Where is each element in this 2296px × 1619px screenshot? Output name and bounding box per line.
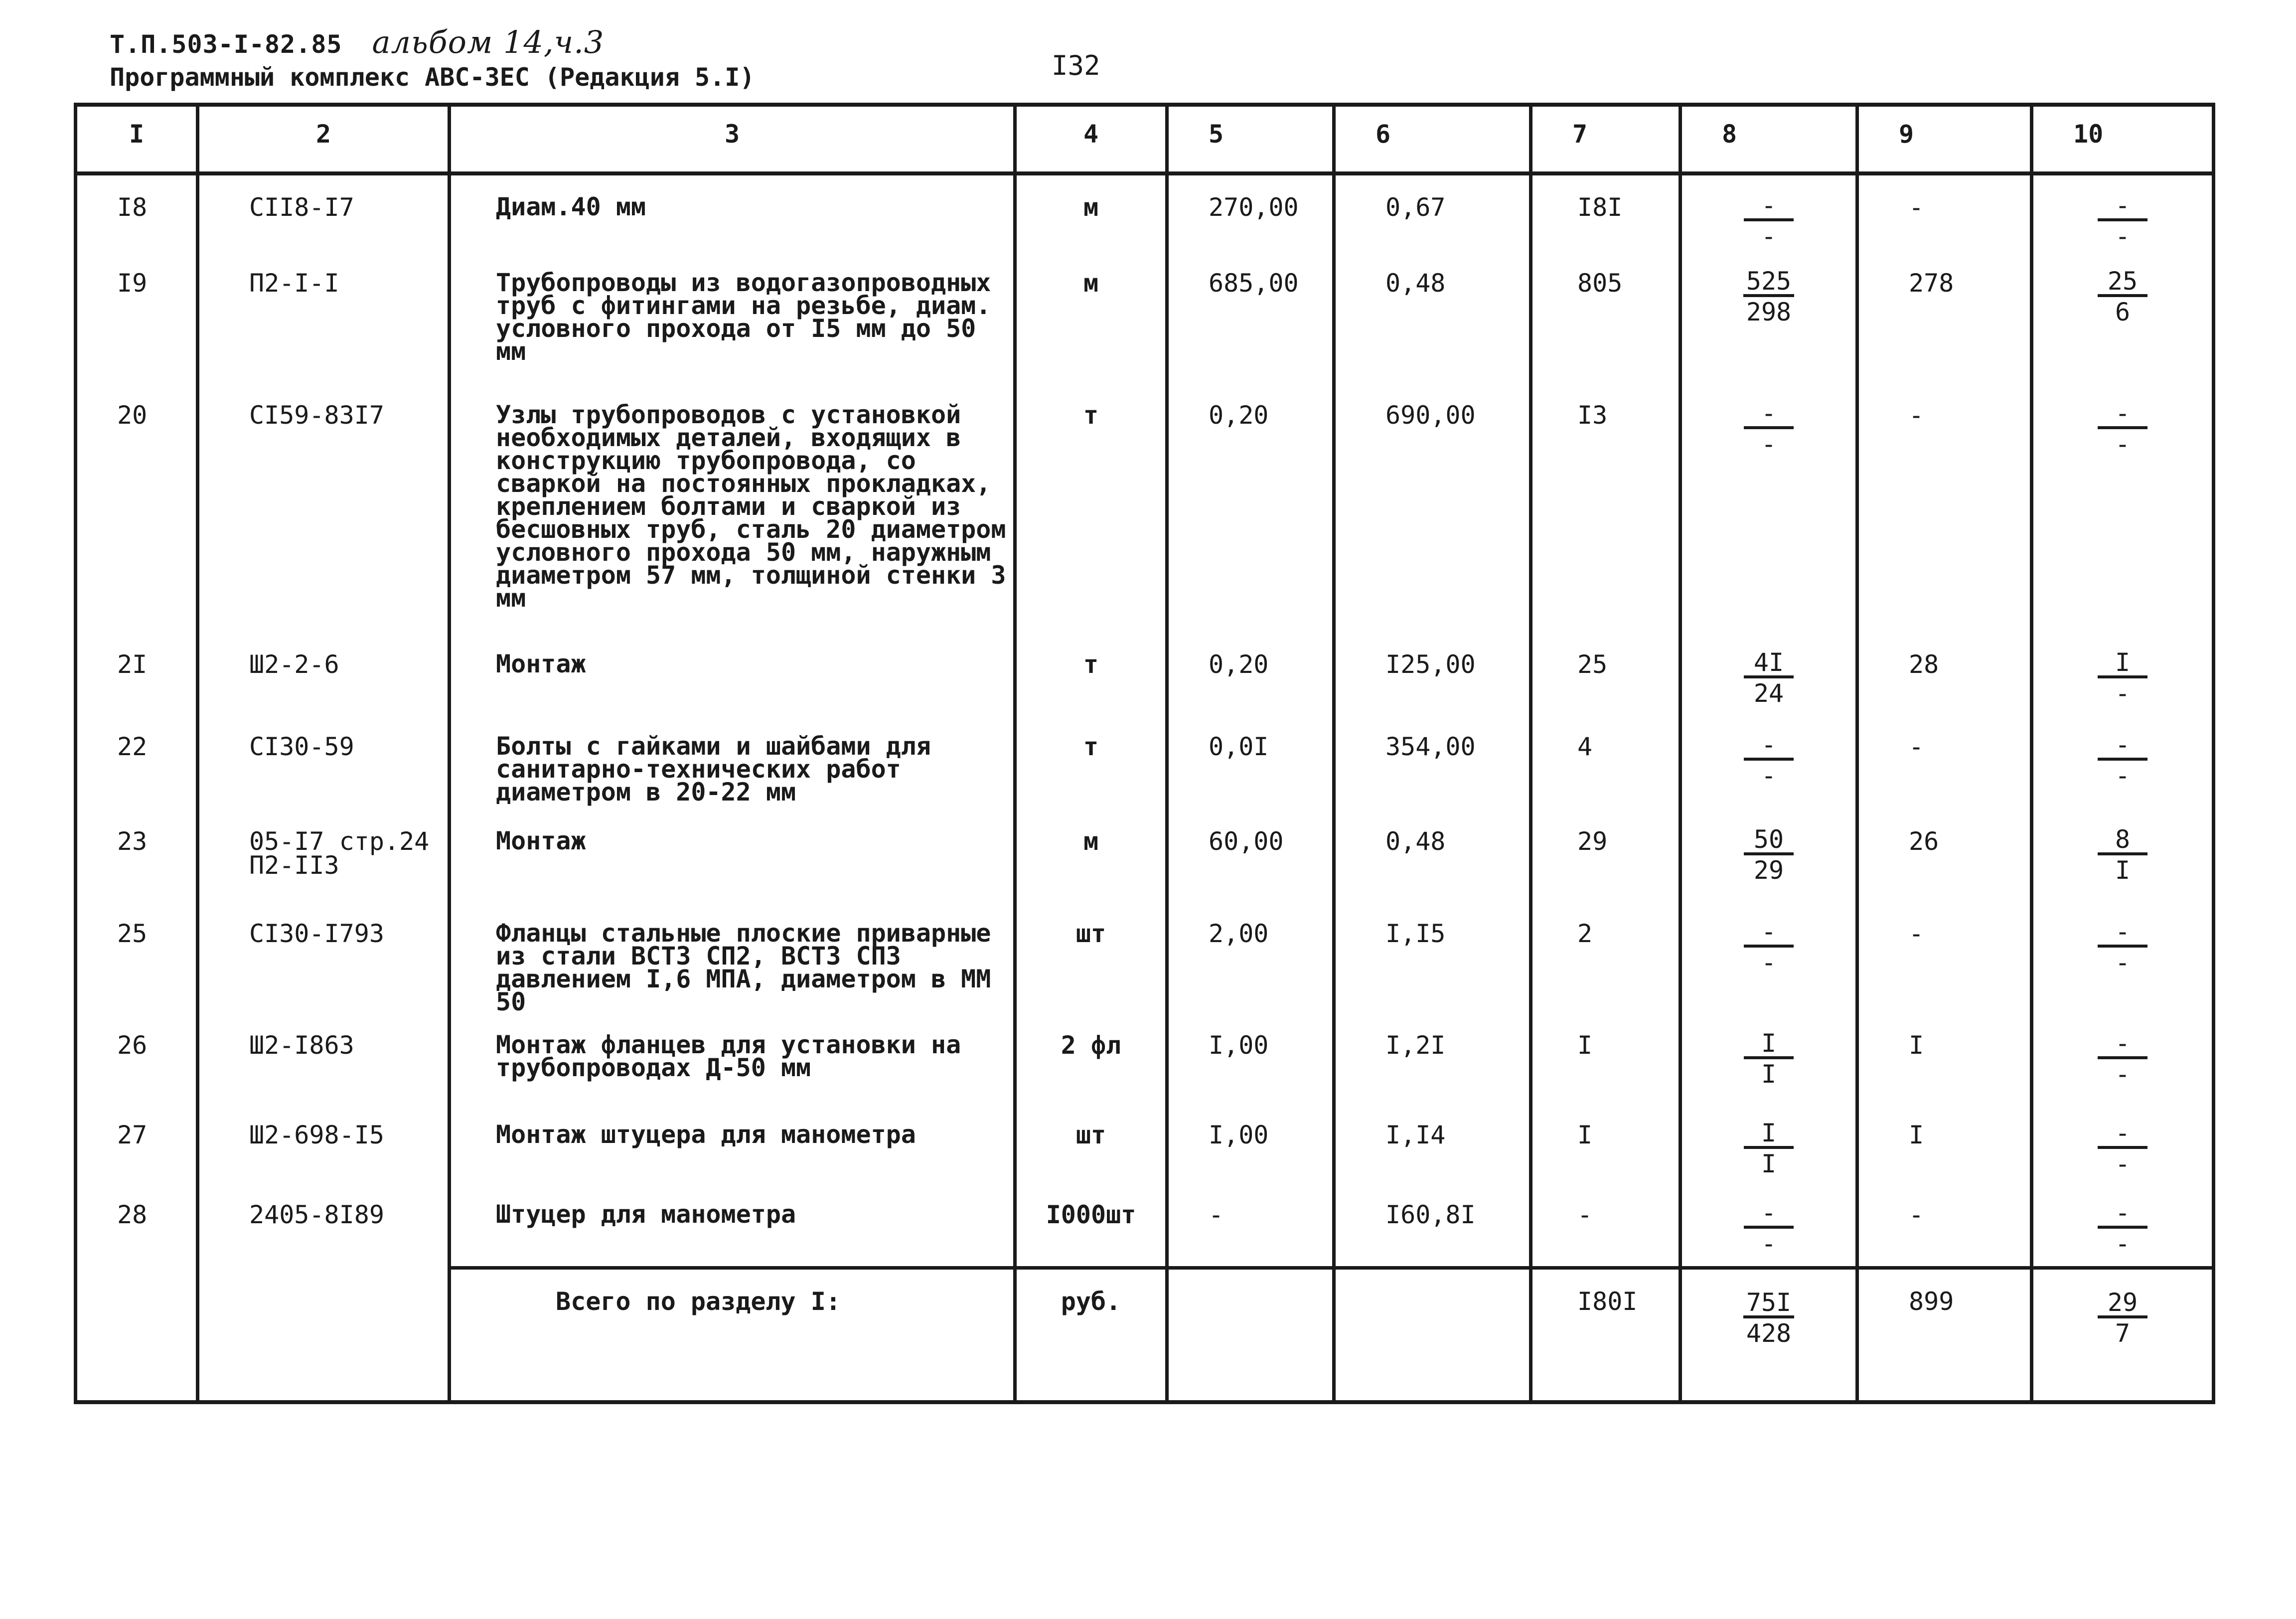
table-row <box>76 1183 2214 1268</box>
rate-code: Ш2-2-6 <box>198 633 450 715</box>
col8-bottom: 428 <box>1746 1318 1792 1348</box>
col9-value: - <box>1857 383 2032 633</box>
col8-bottom: 298 <box>1746 298 1792 326</box>
unit: т <box>1015 715 1167 810</box>
row-number: 20 <box>76 383 198 633</box>
col9-value: - <box>1857 902 2032 1013</box>
unit-price: I60,8I <box>1334 1183 1531 1268</box>
col10-fraction <box>2032 902 2214 1013</box>
col10-top: 29 <box>2098 1290 2147 1318</box>
table-row <box>76 902 2214 1013</box>
col9-value: - <box>1857 715 2032 810</box>
col10-top: - <box>2098 919 2147 948</box>
unit: м <box>1015 173 1167 251</box>
total-cost: I <box>1531 1103 1681 1183</box>
rate-code: CI30-I793 <box>198 902 450 1013</box>
work-description: Узлы трубопроводов с установкой необходимых деталей, входящих в конструкцию трубопровода, со сваркой на постоянных прокладках, креплением болтами и сваркой из бесшовных труб, сталь 20 диаметром условного прохода 50 мм, наружным диаметром 57 мм, толщиной стенки 3 мм <box>450 383 1015 633</box>
row-number: 28 <box>76 1183 198 1268</box>
row-number: 25 <box>76 902 198 1013</box>
col10-bottom: - <box>2115 679 2131 708</box>
row-number: I9 <box>76 251 198 383</box>
col10-fraction <box>2032 810 2214 902</box>
col8-fraction <box>1681 902 1857 1013</box>
unit: I000шт <box>1015 1183 1167 1268</box>
work-description: Монтаж фланцев для установки на трубопроводах Д-50 мм <box>450 1013 1015 1103</box>
rate-code: CI59-83I7 <box>198 383 450 633</box>
total-cost: I3 <box>1531 383 1681 633</box>
col-header: 2 <box>198 105 450 173</box>
col8-bottom: - <box>1761 222 1777 251</box>
col10-fraction <box>2032 1183 2214 1268</box>
rate-code: CI30-59 <box>198 715 450 810</box>
quantity: 0,0I <box>1167 715 1334 810</box>
empty-cell <box>1167 1268 1334 1402</box>
col10-top: - <box>2098 1030 2147 1059</box>
col-header: 3 <box>450 105 1015 173</box>
col-header: 10 <box>2032 105 2214 173</box>
empty-cell <box>1334 1268 1531 1402</box>
col8-top: - <box>1744 919 1794 948</box>
col10-bottom: - <box>2115 948 2131 977</box>
total-unit: руб. <box>1015 1268 1167 1402</box>
rate-code: Ш2-698-I5 <box>198 1103 450 1183</box>
col10-fraction <box>2032 1268 2214 1402</box>
unit-price: I,I5 <box>1334 902 1531 1013</box>
col9-value: - <box>1857 173 2032 251</box>
col8-top: - <box>1744 400 1794 429</box>
col8-top: 4I <box>1744 649 1794 678</box>
col9-value: 28 <box>1857 633 2032 715</box>
col8-fraction <box>1681 1268 1857 1402</box>
col10-bottom: - <box>2115 222 2131 251</box>
quantity: I,00 <box>1167 1013 1334 1103</box>
total-cost: I80I <box>1531 1268 1681 1402</box>
col10-top: I <box>2098 649 2147 678</box>
row-number: 2I <box>76 633 198 715</box>
col10-bottom: 6 <box>2115 298 2131 326</box>
rate-code: 2405-8I89 <box>198 1183 450 1268</box>
col9-value: 26 <box>1857 810 2032 902</box>
quantity: 2,00 <box>1167 902 1334 1013</box>
rate-code: Ш2-I863 <box>198 1013 450 1103</box>
table-row <box>76 633 2214 715</box>
unit: т <box>1015 383 1167 633</box>
col8-fraction <box>1681 383 1857 633</box>
quantity: 685,00 <box>1167 251 1334 383</box>
col8-bottom: - <box>1761 1229 1777 1258</box>
col8-bottom: - <box>1761 948 1777 977</box>
work-description: Монтаж штуцера для манометра <box>450 1103 1015 1183</box>
col8-bottom: 29 <box>1753 856 1784 885</box>
unit: м <box>1015 251 1167 383</box>
table-row <box>76 1013 2214 1103</box>
col10-fraction <box>2032 383 2214 633</box>
quantity: 270,00 <box>1167 173 1334 251</box>
total-cost: I <box>1531 1013 1681 1103</box>
table-row <box>76 251 2214 383</box>
col-header: 8 <box>1681 105 1857 173</box>
col8-top: I <box>1744 1120 1794 1149</box>
col10-fraction <box>2032 715 2214 810</box>
row-number: 26 <box>76 1013 198 1103</box>
col8-fraction <box>1681 251 1857 383</box>
col10-top: - <box>2098 732 2147 761</box>
quantity: 0,20 <box>1167 383 1334 633</box>
rate-code: CII8-I7 <box>198 173 450 251</box>
unit-price: 354,00 <box>1334 715 1531 810</box>
col-header: 9 <box>1857 105 2032 173</box>
col-header: 7 <box>1531 105 1681 173</box>
unit-price: 0,48 <box>1334 810 1531 902</box>
work-description: Болты с гайками и шайбами для санитарно-технических работ диаметром в 20-22 мм <box>450 715 1015 810</box>
rate-code: 05-I7 стр.24 П2-II3 <box>198 810 450 902</box>
col10-fraction <box>2032 1013 2214 1103</box>
total-cost: - <box>1531 1183 1681 1268</box>
col10-bottom: - <box>2115 430 2131 459</box>
table-row <box>76 173 2214 251</box>
work-description: Трубопроводы из водогазопроводных труб с фитингами на резьбе, диам. условного прохода от I5 мм до 50 мм <box>450 251 1015 383</box>
estimate-table <box>74 103 2215 1404</box>
col8-fraction <box>1681 173 1857 251</box>
document-code-line <box>110 24 604 60</box>
col10-fraction <box>2032 1103 2214 1183</box>
col8-top: I <box>1744 1030 1794 1059</box>
total-cost: 29 <box>1531 810 1681 902</box>
col10-bottom: 7 <box>2115 1318 2131 1348</box>
table-header-row <box>76 105 2214 173</box>
total-cost: 2 <box>1531 902 1681 1013</box>
total-cost: 25 <box>1531 633 1681 715</box>
col8-fraction <box>1681 810 1857 902</box>
unit-price: I,2I <box>1334 1013 1531 1103</box>
col10-fraction <box>2032 251 2214 383</box>
col10-top: - <box>2098 1120 2147 1149</box>
col8-top: 75I <box>1743 1290 1794 1318</box>
total-row <box>76 1268 2214 1402</box>
unit: шт <box>1015 1103 1167 1183</box>
col9-value: 278 <box>1857 251 2032 383</box>
total-cost: 4 <box>1531 715 1681 810</box>
col10-bottom: - <box>2115 761 2131 790</box>
row-number: 27 <box>76 1103 198 1183</box>
document-code: Т.П.503-I-82.85 <box>110 30 342 59</box>
total-label: Всего по разделу I: <box>556 1287 841 1316</box>
row-number: 22 <box>76 715 198 810</box>
quantity: I,00 <box>1167 1103 1334 1183</box>
col-header: 5 <box>1167 105 1334 173</box>
col8-top: 50 <box>1744 826 1794 855</box>
page-number: I32 <box>1052 50 1100 81</box>
col8-bottom: - <box>1761 761 1777 790</box>
col9-value: I <box>1857 1013 2032 1103</box>
unit-price: I,I4 <box>1334 1103 1531 1183</box>
unit: м <box>1015 810 1167 902</box>
col8-top: - <box>1744 1200 1794 1229</box>
table-row <box>76 383 2214 633</box>
col-header: 6 <box>1334 105 1531 173</box>
table-row <box>76 715 2214 810</box>
unit: шт <box>1015 902 1167 1013</box>
col10-top: 25 <box>2098 268 2147 297</box>
rate-code: П2-I-I <box>198 251 450 383</box>
total-cost: 805 <box>1531 251 1681 383</box>
unit-price: I25,00 <box>1334 633 1531 715</box>
col10-bottom: - <box>2115 1060 2131 1089</box>
unit-price: 0,67 <box>1334 173 1531 251</box>
col8-bottom: 24 <box>1753 679 1784 708</box>
empty-cell <box>76 1268 198 1402</box>
total-label-cell <box>450 1268 1015 1402</box>
col10-top: - <box>2098 400 2147 429</box>
col10-fraction <box>2032 633 2214 715</box>
unit: 2 фл <box>1015 1013 1167 1103</box>
program-name: Программный комплекс АВС-3ЕС (Редакция 5.I) <box>110 63 755 92</box>
work-description: Фланцы стальные плоские приварные из стали ВСТЗ СП2, ВСТЗ СП3 давлением I,6 МПА, диаметром в ММ 50 <box>450 902 1015 1013</box>
col8-fraction <box>1681 1013 1857 1103</box>
table-row <box>76 810 2214 902</box>
col10-bottom: I <box>2115 856 2131 885</box>
unit-price: 0,48 <box>1334 251 1531 383</box>
quantity: - <box>1167 1183 1334 1268</box>
col8-bottom: I <box>1761 1060 1777 1089</box>
col8-bottom: - <box>1761 430 1777 459</box>
unit-price: 690,00 <box>1334 383 1531 633</box>
col10-fraction <box>2032 173 2214 251</box>
col9-value: - <box>1857 1183 2032 1268</box>
col8-top: - <box>1744 192 1794 221</box>
work-description: Штуцер для манометра <box>450 1183 1015 1268</box>
row-number: 23 <box>76 810 198 902</box>
empty-cell <box>198 1268 450 1402</box>
col10-top: - <box>2098 192 2147 221</box>
col10-top: - <box>2098 1200 2147 1229</box>
album-note: альбом 14,ч.3 <box>372 24 605 60</box>
col8-fraction <box>1681 633 1857 715</box>
work-description: Монтаж <box>450 633 1015 715</box>
work-description: Монтаж <box>450 810 1015 902</box>
work-description: Диам.40 мм <box>450 173 1015 251</box>
col10-bottom: - <box>2115 1149 2131 1178</box>
col9-value: 899 <box>1857 1268 2032 1402</box>
col9-value: I <box>1857 1103 2032 1183</box>
col10-bottom: - <box>2115 1229 2131 1258</box>
quantity: 0,20 <box>1167 633 1334 715</box>
table-row <box>76 1103 2214 1183</box>
col10-top: 8 <box>2098 826 2147 855</box>
col-header: 4 <box>1015 105 1167 173</box>
total-cost: I8I <box>1531 173 1681 251</box>
col8-fraction <box>1681 1103 1857 1183</box>
col8-top: 525 <box>1743 268 1794 297</box>
col-header: I <box>76 105 198 173</box>
unit: т <box>1015 633 1167 715</box>
quantity: 60,00 <box>1167 810 1334 902</box>
col8-top: - <box>1744 732 1794 761</box>
col8-fraction <box>1681 715 1857 810</box>
col8-bottom: I <box>1761 1149 1777 1178</box>
row-number: I8 <box>76 173 198 251</box>
col8-fraction <box>1681 1183 1857 1268</box>
